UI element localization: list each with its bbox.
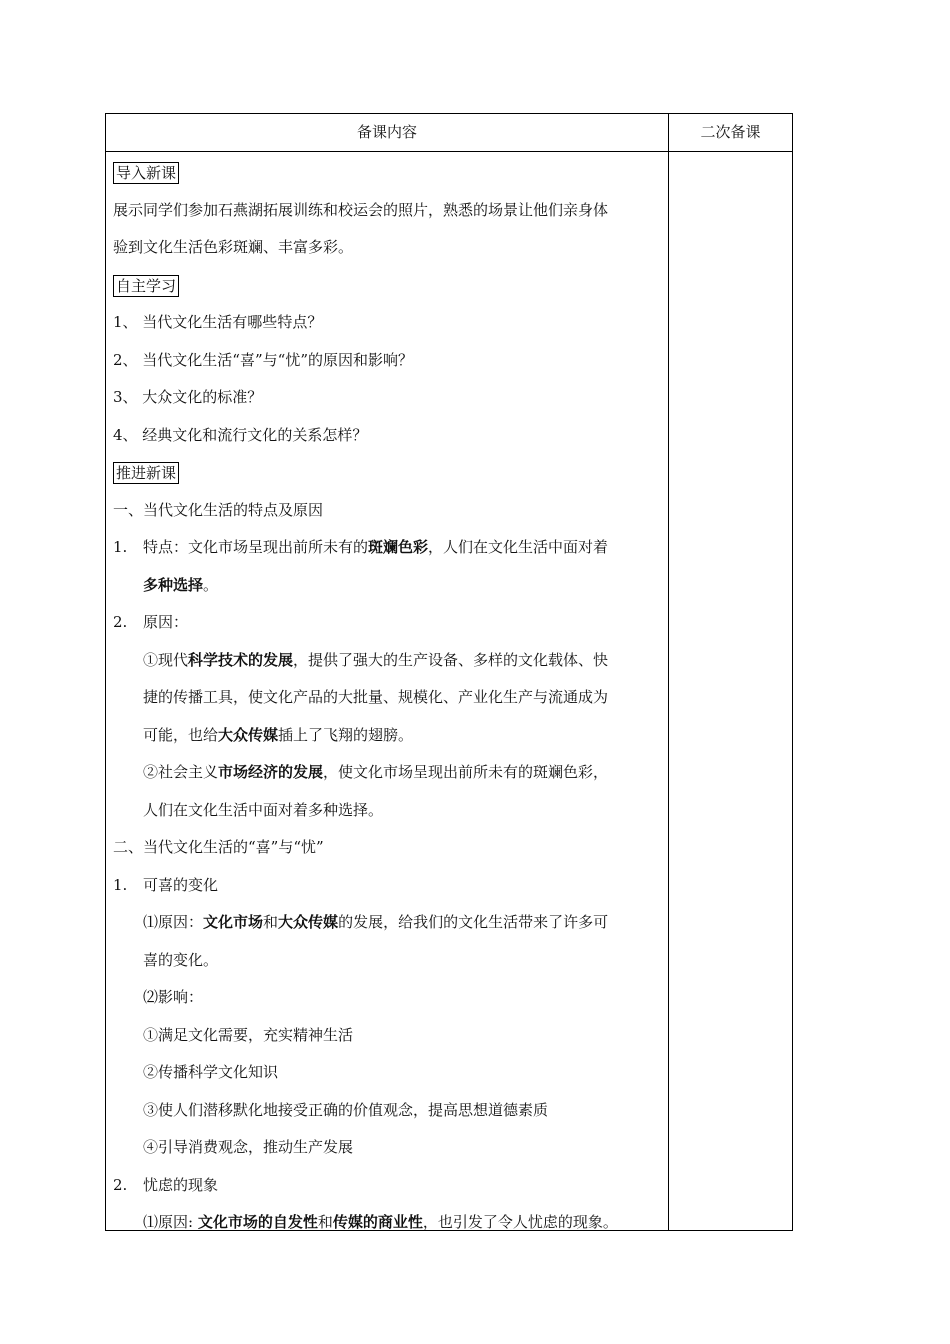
lesson-table bbox=[105, 113, 793, 1231]
pleasant-cause-line-2: 喜的变化。 bbox=[143, 950, 219, 969]
item-number: 2. bbox=[113, 613, 128, 631]
worry-cause-line: ⑴原因: 文化市场的自发性和传媒的商业性，也引发了令人忧虑的现象。 bbox=[143, 1213, 618, 1231]
reason-2-line-2: 人们在文化生活中面对着多种选择。 bbox=[143, 800, 384, 819]
part1-title: 一、当代文化生活的特点及原因 bbox=[113, 500, 324, 519]
item-number: 1. bbox=[113, 538, 128, 556]
item-number: 1. bbox=[113, 875, 128, 894]
column-divider bbox=[668, 114, 669, 1230]
feature-line: 1. 特点：文化市场呈现出前所未有的斑斓色彩，人们在文化生活中面对着 bbox=[113, 529, 663, 567]
part2-title: 二、当代文化生活的“喜”与“忧” bbox=[113, 838, 324, 856]
pleasant-change-title: 1. 可喜的变化 bbox=[113, 867, 663, 905]
effect-3: ③使人们潜移默化地接受正确的价值观念，提高思想道德素质 bbox=[143, 1100, 549, 1119]
effect-4: ④引导消费观念，推动生产发展 bbox=[143, 1138, 354, 1156]
reason-title: 2. 原因： bbox=[113, 604, 663, 642]
intro-tag: 导入新课 bbox=[113, 162, 179, 184]
effect-title: ⑵影响： bbox=[143, 988, 204, 1006]
lesson-content bbox=[113, 154, 663, 1242]
question-2: 2、 当代文化生活“喜”与“忧”的原因和影响？ bbox=[113, 350, 413, 369]
intro-heading bbox=[113, 154, 663, 192]
reason-1-line-2: 捷的传播工具，使文化产品的大批量、规模化、产业化生产与流通成为 bbox=[143, 688, 609, 706]
question-4: 4、 经典文化和流行文化的关系怎样？ bbox=[113, 425, 368, 444]
self-study-heading bbox=[113, 267, 663, 305]
question-3: 3、 大众文化的标准？ bbox=[113, 388, 263, 406]
advance-heading bbox=[113, 454, 663, 492]
header-divider bbox=[106, 151, 792, 152]
item-number: 2. bbox=[113, 1175, 128, 1194]
effect-2: ②传播科学文化知识 bbox=[143, 1063, 279, 1081]
pleasant-cause-line-1: ⑴原因：文化市场和大众传媒的发展，给我们的文化生活带来了许多可 bbox=[143, 913, 609, 931]
reason-1-line-1: ①现代科学技术的发展，提供了强大的生产设备、多样的文化载体、快 bbox=[143, 650, 609, 669]
reason-1-line-3: 可能，也给大众传媒插上了飞翔的翅膀。 bbox=[143, 725, 414, 744]
worry-title: 2. 忧虑的现象 bbox=[113, 1167, 663, 1205]
question-1: 1、 当代文化生活有哪些特点？ bbox=[113, 313, 323, 331]
header-second: 二次备课 bbox=[700, 123, 761, 141]
intro-text-1: 展示同学们参加石燕湖拓展训练和校运会的照片，熟悉的场景让他们亲身体 bbox=[113, 200, 609, 219]
self-study-tag: 自主学习 bbox=[113, 275, 179, 297]
header-content: 备课内容 bbox=[356, 123, 417, 141]
intro-text-2: 验到文化生活色彩斑斓、丰富多彩。 bbox=[113, 238, 354, 256]
effect-1: ①满足文化需要，充实精神生活 bbox=[143, 1025, 354, 1044]
advance-tag: 推进新课 bbox=[113, 462, 179, 484]
feature-line-2: 多种选择。 bbox=[143, 575, 219, 594]
reason-2-line-1: ②社会主义市场经济的发展，使文化市场呈现出前所未有的斑斓色彩， bbox=[143, 763, 609, 781]
